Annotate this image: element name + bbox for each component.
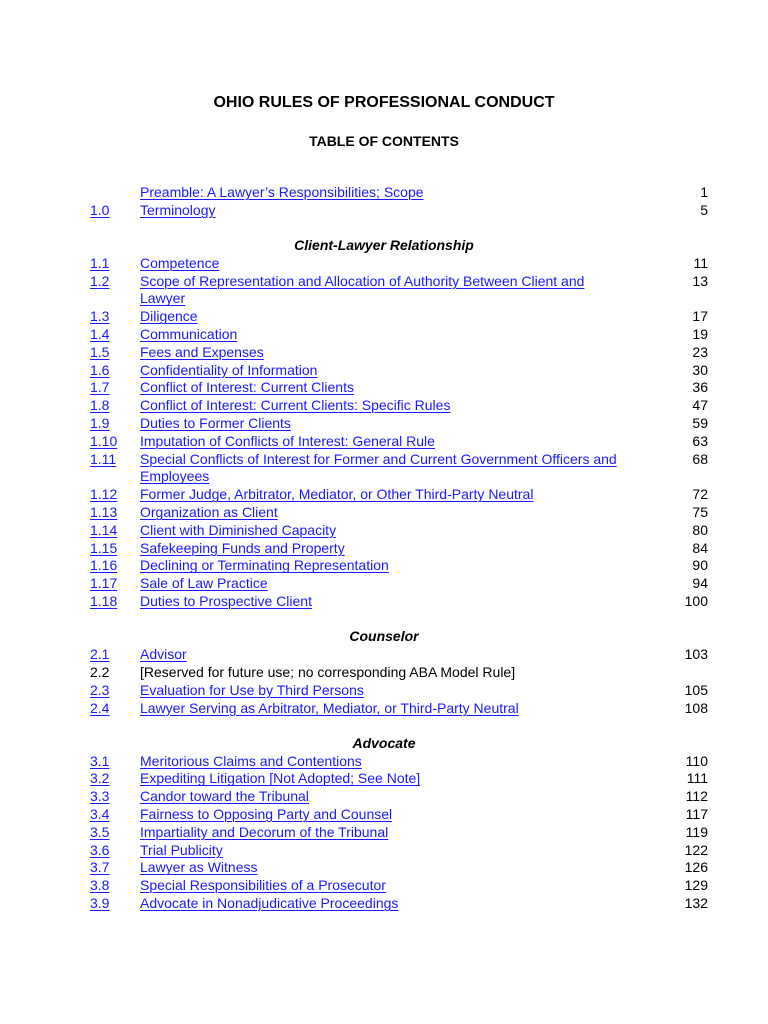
rule-title: [140, 700, 630, 718]
rule-number[interactable]: 1.9: [90, 415, 110, 432]
toc-entry-rule-1-11[interactable]: [0, 451, 768, 487]
rule-title: [140, 806, 630, 824]
page-number: 36: [692, 379, 708, 396]
rule-title-link[interactable]: Meritorious Claims and Contentions: [140, 752, 362, 769]
page-number: 63: [692, 432, 708, 449]
rule-title-link[interactable]: Communication: [140, 326, 238, 343]
toc-entry-rule-3-1[interactable]: [0, 753, 768, 771]
page-number: 90: [692, 557, 708, 574]
rule-title-link[interactable]: Duties to Prospective Client: [140, 593, 312, 610]
page-number: 129: [684, 877, 708, 894]
rule-number[interactable]: 1.17: [90, 575, 118, 592]
rule-title-link[interactable]: Declining or Terminating Representation: [140, 557, 389, 574]
rule-title: [140, 824, 630, 842]
toc-entry-rule-3-6[interactable]: [0, 842, 768, 860]
rule-title: [140, 877, 630, 895]
rule-title: [140, 788, 630, 806]
rule-number[interactable]: 1.3: [90, 308, 110, 325]
page-number: 19: [692, 326, 708, 343]
rule-title-link[interactable]: Organization as Client: [140, 504, 278, 521]
rule-number[interactable]: 1.0: [90, 201, 110, 218]
toc-entry-rule-1-6[interactable]: [0, 362, 768, 380]
rule-number[interactable]: 3.2: [90, 770, 110, 787]
toc-entry-rule-1-17[interactable]: [0, 575, 768, 593]
page-number: 105: [684, 681, 708, 698]
toc-entry-rule-1-16[interactable]: [0, 557, 768, 575]
rule-title: [140, 504, 630, 522]
rule-title: [140, 344, 630, 362]
rule-title: [140, 415, 630, 433]
rule-title: [140, 664, 630, 682]
page-number: 75: [692, 504, 708, 521]
toc-entry-rule-1-14[interactable]: [0, 522, 768, 540]
rule-number[interactable]: 2.4: [90, 699, 110, 716]
page-number: 47: [692, 397, 708, 414]
toc-entry-rule-3-8[interactable]: [0, 877, 768, 895]
toc-entry-rule-2-4[interactable]: [0, 700, 768, 718]
page-number: 59: [692, 415, 708, 432]
rule-title-link[interactable]: Fees and Expenses: [140, 343, 264, 360]
rule-title-link[interactable]: Candor toward the Tribunal: [140, 788, 309, 805]
rule-title: [140, 646, 630, 664]
rule-title: [140, 842, 630, 860]
page-number: 17: [692, 308, 708, 325]
rule-title-link[interactable]: Advocate in Nonadjudicative Proceedings: [140, 894, 399, 911]
rule-title: [140, 859, 630, 877]
page-number: 126: [684, 859, 708, 876]
page-number: 111: [686, 770, 708, 787]
rule-number[interactable]: 1.11: [90, 450, 117, 467]
page-number: 1: [700, 184, 708, 200]
rule-title: [140, 397, 630, 415]
rule-title: [140, 486, 630, 504]
rule-number[interactable]: 3.9: [90, 894, 110, 911]
page-number: 110: [685, 752, 708, 769]
rule-title-link[interactable]: Lawyer Serving as Arbitrator, Mediator, or Third-Party Neutral: [140, 699, 519, 716]
toc-entry-rule-1-5[interactable]: [0, 344, 768, 362]
page-number: 23: [692, 343, 708, 360]
toc-entry-rule-1-9[interactable]: [0, 415, 768, 433]
document-title: OHIO RULES OF PROFESSIONAL CONDUCT: [213, 94, 555, 111]
rule-title: [140, 593, 630, 611]
rule-title: [140, 770, 630, 788]
rule-title: [140, 308, 630, 326]
rule-title-text: [Reserved for future use; no corresponding ABA Model Rule]: [140, 663, 516, 680]
rule-number[interactable]: 3.6: [90, 841, 110, 858]
rule-title: [140, 451, 630, 487]
page-number: 84: [692, 539, 708, 556]
rule-number[interactable]: 1.1: [90, 254, 110, 271]
rule-number: 2.2: [90, 663, 110, 680]
toc-entry-rule-1-2[interactable]: [0, 273, 768, 309]
toc-entry-rule-3-9[interactable]: [0, 895, 768, 913]
toc-entry-rule-3-3[interactable]: [0, 788, 768, 806]
rule-title-link[interactable]: Evaluation for Use by Third Persons: [140, 681, 364, 698]
rule-title: [140, 184, 630, 202]
toc-entry-rule-1-1[interactable]: [0, 255, 768, 273]
rule-title-link[interactable]: Sale of Law Practice: [140, 575, 268, 592]
rule-number[interactable]: 1.15: [90, 539, 118, 556]
rule-number[interactable]: 3.7: [90, 859, 110, 876]
rule-title-link[interactable]: Preamble: A Lawyer’s Responsibilities; Scope: [140, 184, 424, 200]
toc-entry-rule-1-18[interactable]: [0, 593, 768, 611]
rule-title: [140, 255, 630, 273]
rule-title-link[interactable]: Lawyer as Witness: [140, 859, 258, 876]
rule-title: [140, 540, 630, 558]
rule-number[interactable]: 1.13: [90, 504, 118, 521]
toc-entry-rule-1-0[interactable]: [0, 202, 768, 220]
rule-number[interactable]: 1.6: [90, 361, 110, 378]
rule-title: [140, 326, 630, 344]
rule-number[interactable]: 3.1: [90, 752, 110, 769]
section-heading: Counselor: [349, 628, 419, 645]
toc-entry-rule-2-2: [0, 664, 768, 682]
section-heading: Advocate: [352, 734, 416, 751]
section-heading: Client-Lawyer Relationship: [294, 237, 474, 254]
rule-title: [140, 362, 630, 380]
rule-number[interactable]: 1.12: [90, 486, 118, 503]
rule-number[interactable]: 1.4: [90, 326, 110, 343]
page-number: 72: [692, 486, 708, 503]
toc-entry-rule-1-15[interactable]: [0, 540, 768, 558]
rule-title-link[interactable]: Conflict of Interest: Current Clients: Specific Rules: [140, 397, 451, 414]
rule-title-link[interactable]: Diligence: [140, 308, 198, 325]
page-number: 132: [684, 894, 708, 911]
toc-entry-preamble[interactable]: [0, 184, 768, 202]
rule-title: [140, 895, 630, 913]
page-number: 122: [684, 841, 708, 858]
rule-title: [140, 379, 630, 397]
rule-title-link[interactable]: Former Judge, Arbitrator, Mediator, or Other Third-Party Neutral: [140, 486, 534, 503]
rule-title: [140, 273, 630, 309]
table-of-contents: [0, 184, 768, 913]
table-of-contents-title: TABLE OF CONTENTS: [309, 133, 459, 149]
page-number: 112: [685, 788, 708, 805]
toc-entry-rule-1-8[interactable]: [0, 397, 768, 415]
toc-entry-rule-3-4[interactable]: [0, 806, 768, 824]
rule-title: [140, 575, 630, 593]
toc-entry-rule-3-2[interactable]: [0, 770, 768, 788]
rule-number[interactable]: 1.8: [90, 397, 110, 414]
toc-entry-rule-1-7[interactable]: [0, 379, 768, 397]
page-number: 103: [684, 646, 708, 663]
rule-number[interactable]: 1.14: [90, 521, 118, 538]
rule-title: [140, 433, 630, 451]
rule-number[interactable]: 3.3: [90, 788, 110, 805]
rule-title-link[interactable]: Duties to Former Clients: [140, 415, 291, 432]
page-number: 94: [692, 575, 708, 592]
page-number: 117: [685, 806, 708, 822]
toc-entry-rule-3-7[interactable]: [0, 859, 768, 877]
rule-number[interactable]: 3.8: [90, 877, 110, 894]
rule-title-link[interactable]: Expediting Litigation [Not Adopted; See Note]: [140, 770, 421, 787]
page-number: 30: [692, 361, 708, 378]
page-number: 80: [692, 521, 708, 538]
page-number: 108: [684, 699, 708, 716]
rule-title-link[interactable]: Imputation of Conflicts of Interest: General Rule: [140, 432, 435, 449]
toc-entry-rule-1-3[interactable]: [0, 308, 768, 326]
rule-title-link[interactable]: Competence: [140, 254, 220, 271]
rule-number[interactable]: 3.4: [90, 806, 110, 822]
rule-title-link[interactable]: Client with Diminished Capacity: [140, 521, 337, 538]
rule-title-link[interactable]: Scope of Representation and Allocation of Authority Between Client and Lawyer: [140, 272, 585, 307]
rule-number[interactable]: 2.1: [90, 646, 110, 663]
rule-title: [140, 753, 630, 771]
toc-entry-rule-1-10[interactable]: [0, 433, 768, 451]
rule-number[interactable]: 3.5: [90, 823, 110, 840]
toc-entry-rule-2-3[interactable]: [0, 682, 768, 700]
rule-number[interactable]: 1.2: [90, 272, 110, 289]
page-number: 68: [692, 450, 708, 467]
rule-number[interactable]: 2.3: [90, 681, 110, 698]
rule-number[interactable]: 1.18: [90, 593, 118, 610]
rule-title-link[interactable]: Special Responsibilities of a Prosecutor: [140, 877, 386, 894]
rule-title: [140, 682, 630, 700]
rule-title: [140, 202, 630, 220]
rule-title-link[interactable]: Advisor: [140, 646, 187, 663]
rule-title-link[interactable]: Conflict of Interest: Current Clients: [140, 379, 354, 396]
toc-entry-rule-2-1[interactable]: [0, 646, 768, 664]
page-number: 5: [700, 201, 708, 218]
rule-number[interactable]: 1.7: [90, 379, 110, 396]
page-number: 100: [684, 593, 708, 610]
rule-title-link[interactable]: Safekeeping Funds and Property: [140, 539, 345, 556]
toc-entry-rule-3-5[interactable]: [0, 824, 768, 842]
rule-title-link[interactable]: Impartiality and Decorum of the Tribunal: [140, 823, 389, 840]
rule-title-link[interactable]: Trial Publicity: [140, 841, 223, 858]
rule-number[interactable]: 1.10: [90, 432, 118, 449]
toc-entry-rule-1-4[interactable]: [0, 326, 768, 344]
rule-title-link[interactable]: Confidentiality of Information: [140, 361, 318, 378]
rule-title-link[interactable]: Terminology: [140, 201, 216, 218]
rule-number[interactable]: 1.16: [90, 557, 118, 574]
rule-title: [140, 557, 630, 575]
rule-title-link[interactable]: Fairness to Opposing Party and Counsel: [140, 806, 393, 822]
toc-entry-rule-1-13[interactable]: [0, 504, 768, 522]
rule-title: [140, 522, 630, 540]
rule-title-link[interactable]: Special Conflicts of Interest for Former and Current Government Officers and Employees: [140, 450, 617, 485]
page-number: 13: [692, 272, 708, 289]
rule-number[interactable]: 1.5: [90, 343, 110, 360]
page-number: 119: [685, 823, 708, 840]
toc-entry-rule-1-12[interactable]: [0, 486, 768, 504]
page-number: 11: [693, 254, 708, 271]
